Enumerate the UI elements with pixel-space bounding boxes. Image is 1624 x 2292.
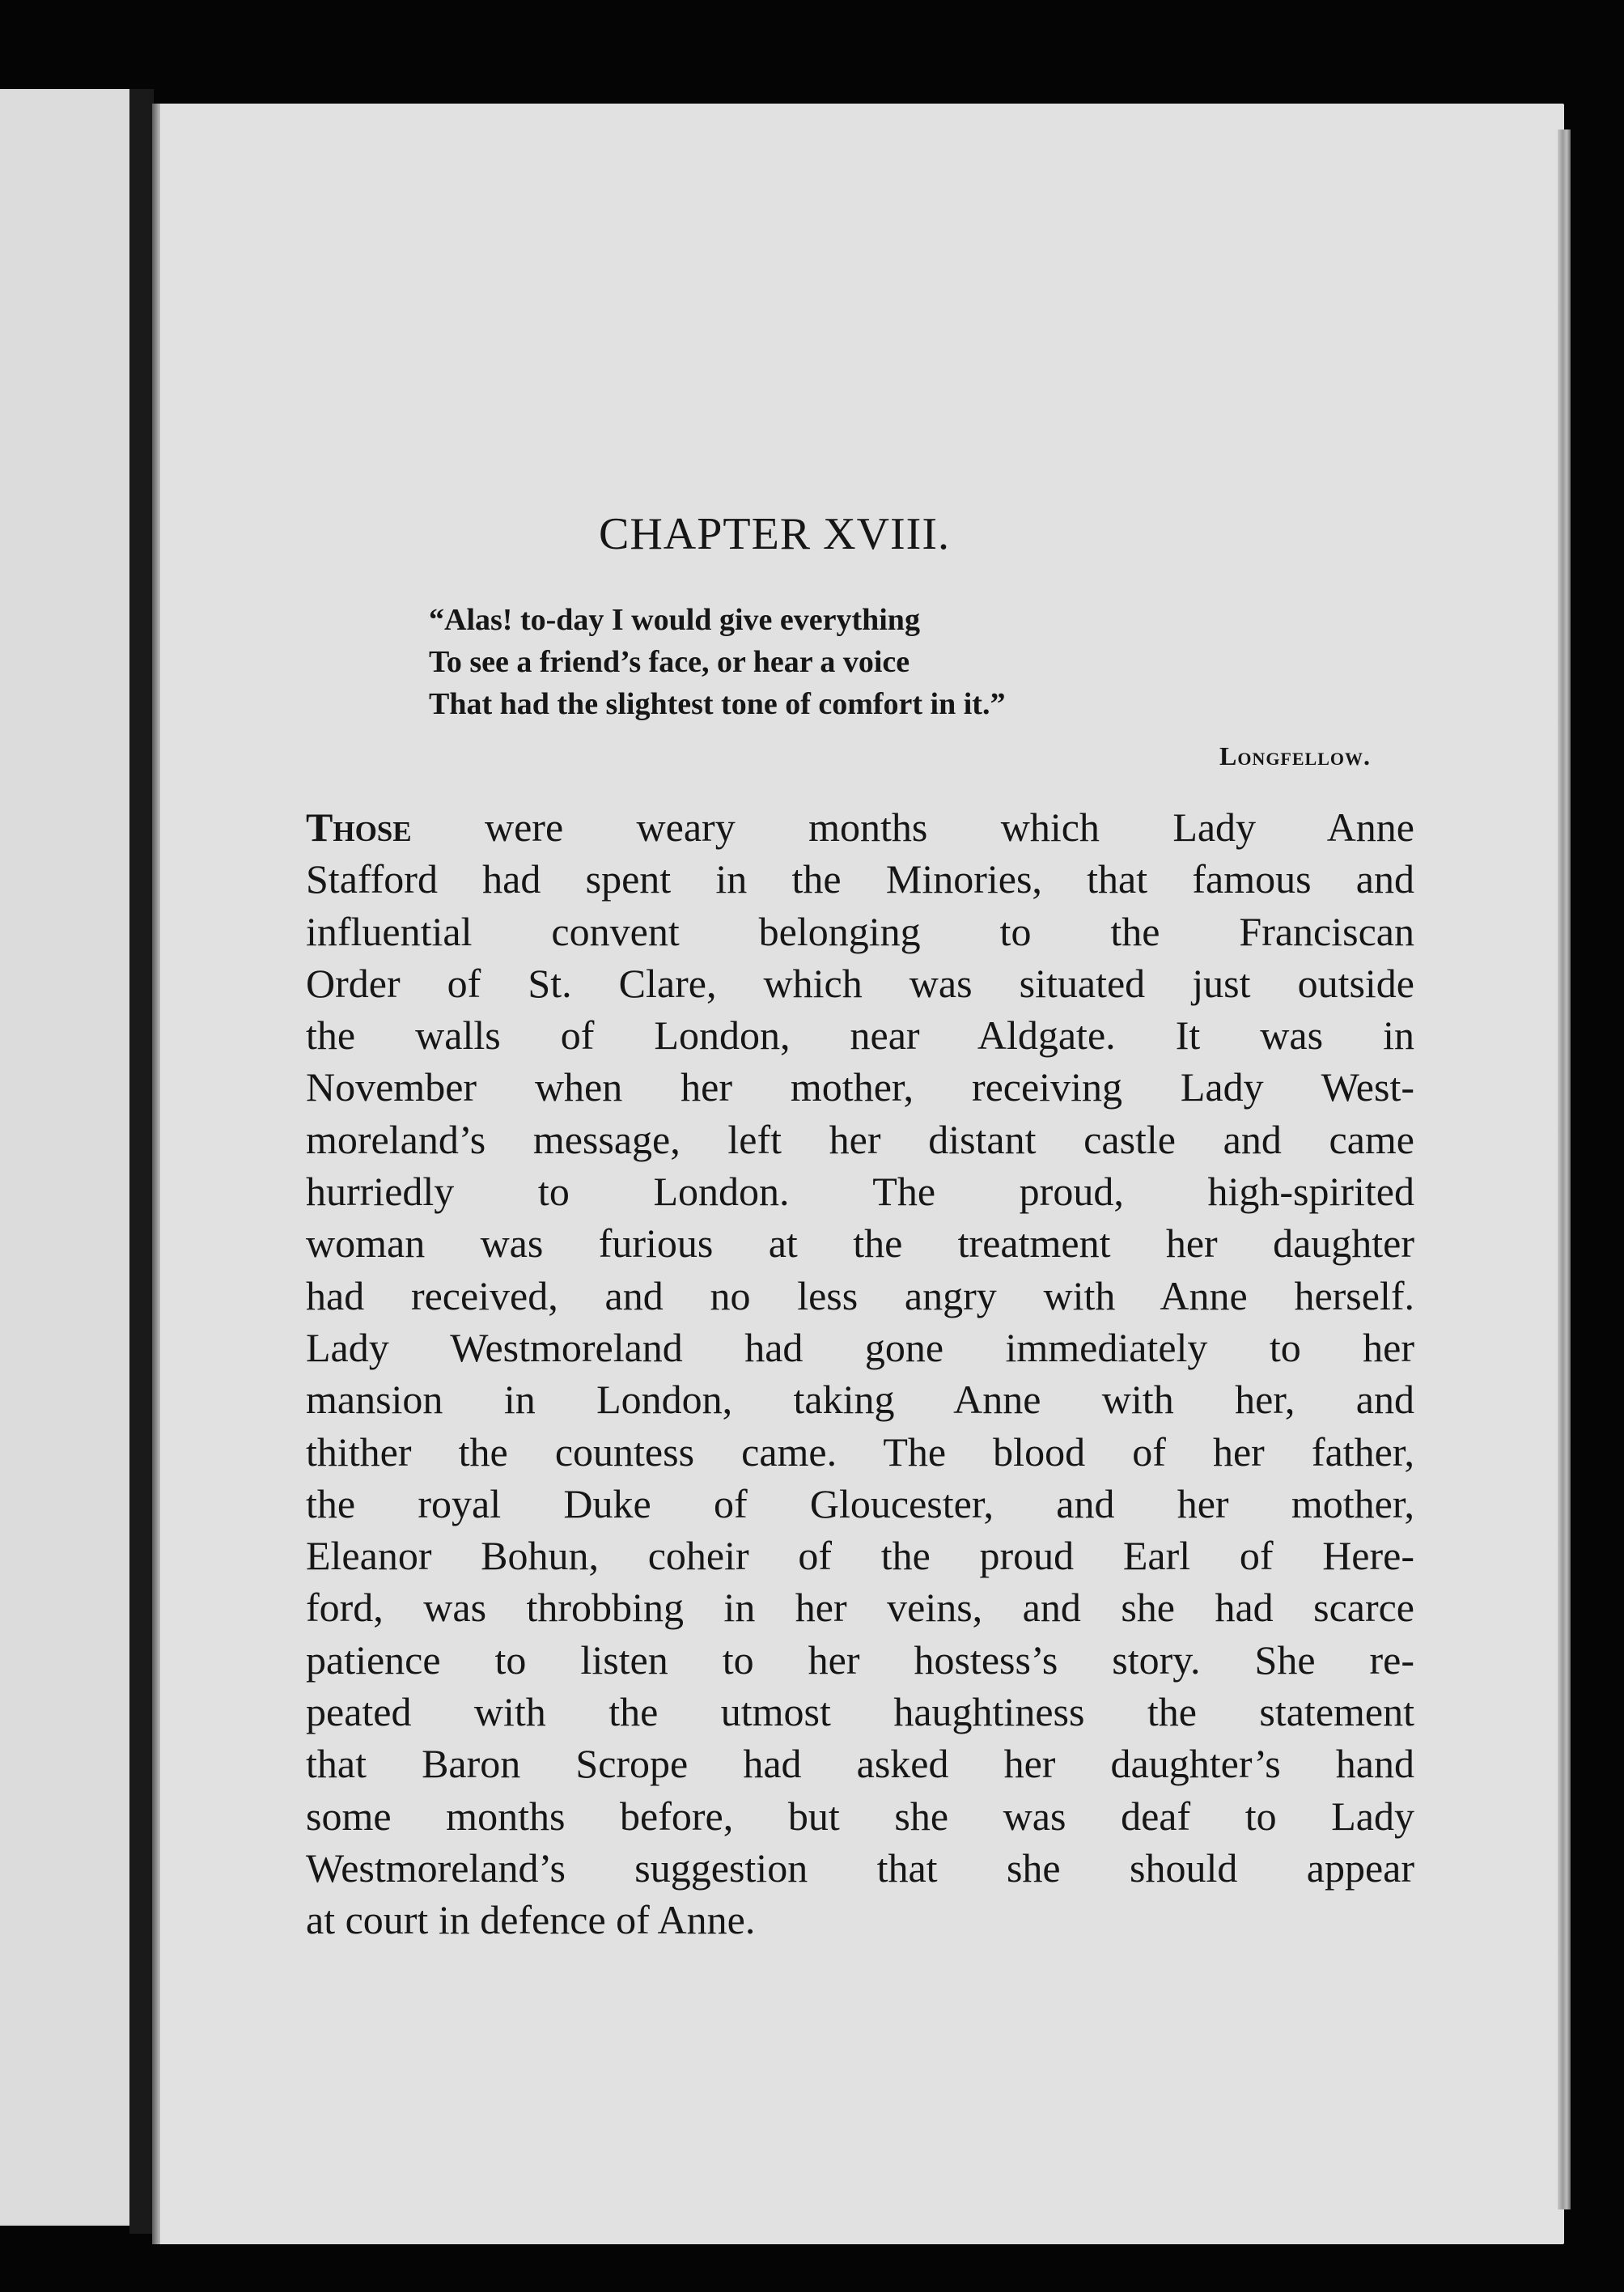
body-line: had received, and no less angry with Anne herself. <box>306 1272 1414 1318</box>
body-line: Westmoreland’s suggestion that she should appear <box>306 1844 1414 1891</box>
body-line: mansion in London, taking Anne with her, and <box>306 1377 1414 1423</box>
book-gutter <box>129 89 154 2234</box>
book-page <box>152 104 1564 2244</box>
body-line: Eleanor Bohun, coheir of the proud Earl of Here- <box>306 1533 1414 1579</box>
body-line: moreland’s message, left her distant castle and came <box>306 1116 1414 1162</box>
body-line: the royal Duke of Gloucester, and her mother, <box>306 1480 1414 1526</box>
body-line: influential convent belonging to the Franciscan <box>306 908 1414 954</box>
page-content <box>152 104 1564 2244</box>
epigraph-line: To see a friend’s face, or hear a voice <box>429 645 910 679</box>
first-line-text: were weary months which Lady Anne <box>411 804 1414 850</box>
page-right-edge <box>1558 129 1571 2209</box>
body-line: ford, was throbbing in her veins, and she had scarce <box>306 1585 1414 1631</box>
lead-word: Those <box>306 804 412 850</box>
body-line: patience to listen to her hostess’s story. She re- <box>306 1636 1414 1683</box>
body-line: Lady Westmoreland had gone immediately to her <box>306 1324 1414 1370</box>
body-line: peated with the utmost haughtiness the statement <box>306 1689 1414 1735</box>
epigraph-line: That had the slightest tone of comfort in it.” <box>429 687 1006 721</box>
body-line: that Baron Scrope had asked her daughter’s hand <box>306 1741 1414 1787</box>
body-line-first <box>306 801 1414 853</box>
chapter-heading: CHAPTER XVIII. <box>599 509 950 559</box>
body-line: Stafford had spent in the Minories, that famous and <box>306 856 1414 902</box>
body-line: woman was furious at the treatment her daughter <box>306 1220 1414 1267</box>
left-page-edge <box>0 89 139 2226</box>
page-left-shadow <box>152 104 160 2244</box>
body-line: hurriedly to London. The proud, high-spirited <box>306 1169 1414 1215</box>
body-line-last: at court in defence of Anne. <box>306 1897 756 1943</box>
body-line: thither the countess came. The blood of her father, <box>306 1428 1414 1475</box>
body-line: Order of St. Clare, which was situated just outside <box>306 960 1414 1006</box>
body-paragraph <box>306 801 1414 1946</box>
epigraph <box>429 599 1400 725</box>
body-line: November when her mother, receiving Lady West- <box>306 1064 1414 1110</box>
epigraph-attribution: Longfellow. <box>1219 741 1371 770</box>
epigraph-line: “Alas! to-day I would give everything <box>429 603 920 637</box>
body-line: some months before, but she was deaf to Lady <box>306 1793 1414 1839</box>
body-line: the walls of London, near Aldgate. It was in <box>306 1012 1414 1059</box>
